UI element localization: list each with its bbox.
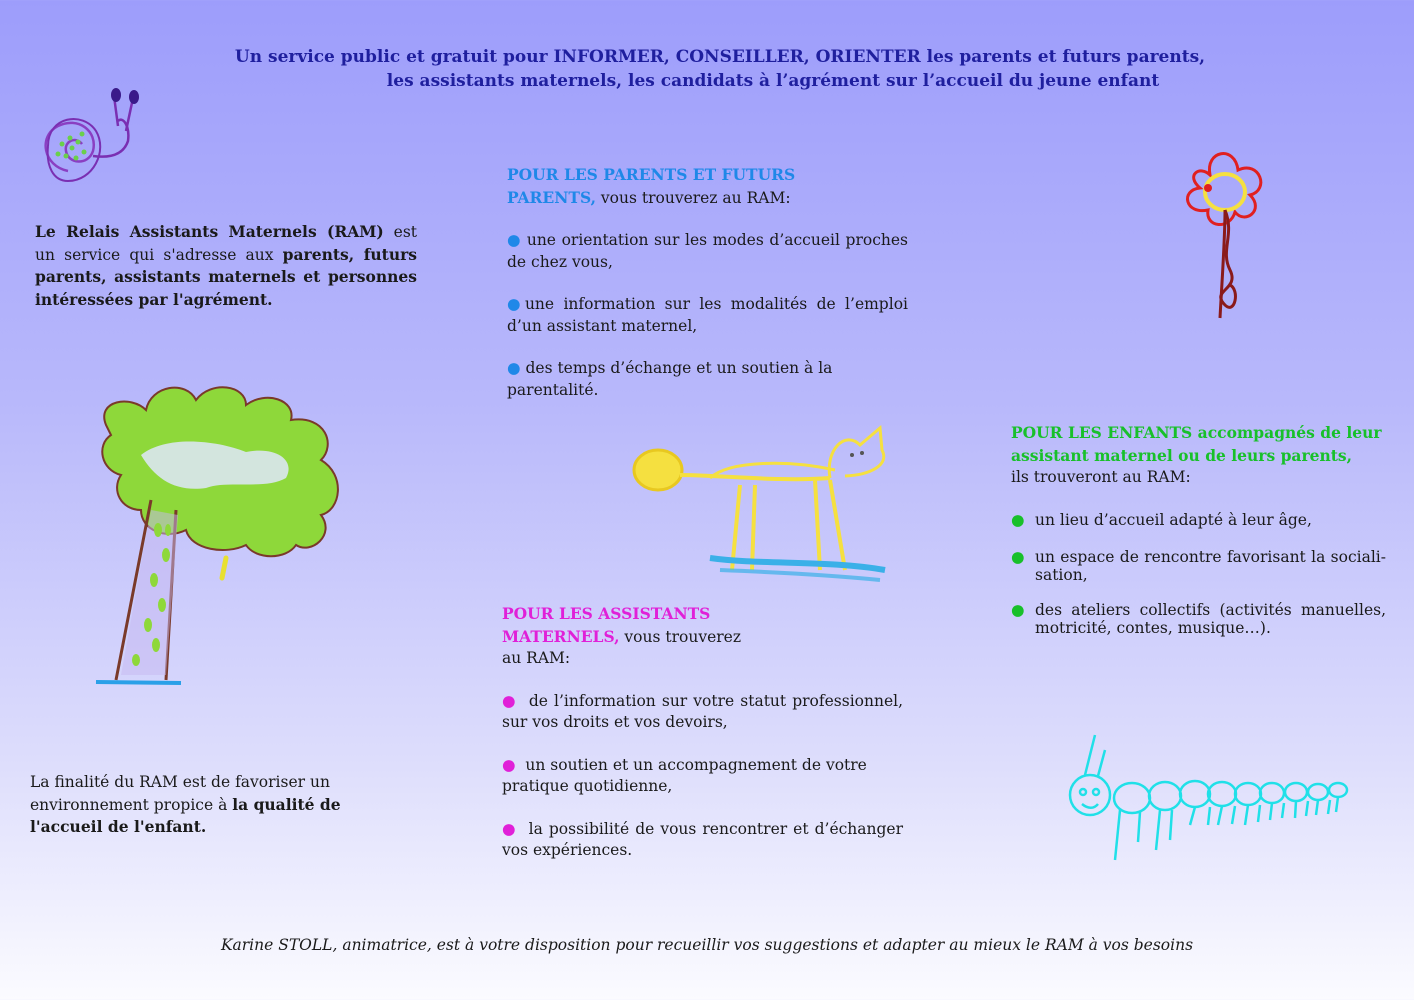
cat-drawing xyxy=(630,420,900,590)
parents-suffix: vous trouverez au RAM: xyxy=(596,188,791,207)
assistants-item-text: de l’information sur votre statut professionnel, sur vos droits et vos devoirs, xyxy=(502,691,904,731)
assistants-title-1: POUR LES ASSISTANTS xyxy=(502,604,711,623)
parents-item-text: une information sur les modalités de l’emploi d’un assistant maternel, xyxy=(507,295,908,335)
assistants-item-text: un soutien et un accompagnement de votre pratique quotidienne, xyxy=(502,755,867,795)
snail-drawing xyxy=(38,86,143,196)
caterpillar-drawing xyxy=(1060,730,1350,865)
intro-paragraph xyxy=(35,221,417,311)
intro-bold-audience: parents, futurs parents, assistants maternels et personnes intéressées par l'agrément. xyxy=(35,244,417,309)
enfants-item xyxy=(1011,510,1386,532)
parents-item xyxy=(507,230,908,273)
enfants-item-text: des ateliers collectifs (activités manuelles, motricité, contes, musique…). xyxy=(1035,601,1386,637)
assistants-item xyxy=(502,691,903,734)
footer-text: Karine STOLL, animatrice, est à votre disposition pour recueillir vos suggestions et adapter au mieux le RAM à vos besoins xyxy=(220,936,1194,954)
assistants-item xyxy=(502,755,903,798)
bullet-icon: ● xyxy=(507,295,525,313)
parents-item-text: des temps d’échange et un soutien à la parentalité. xyxy=(507,359,833,399)
tree-drawing xyxy=(96,380,346,690)
assistants-item-text: la possibilité de vous rencontrer et d’échanger vos expériences. xyxy=(502,819,904,859)
parents-item xyxy=(507,358,908,401)
finalite-bold: la qualité de l'accueil de l'enfant. xyxy=(30,794,341,836)
finalite-paragraph xyxy=(30,772,350,839)
assistants-suffix-2: au RAM: xyxy=(502,649,571,667)
enfants-section xyxy=(1011,422,1386,654)
parents-title-1: POUR LES PARENTS ET FUTURS xyxy=(507,165,796,184)
bullet-icon: ● xyxy=(502,819,517,838)
enfants-title: POUR LES ENFANTS accompagnés de leur assistant maternel ou de leurs parents, xyxy=(1011,423,1382,465)
assistants-title-2: MATERNELS, xyxy=(502,626,620,646)
intro-bold-ram: Le Relais Assistants Maternels (RAM) xyxy=(35,222,384,241)
parents-title-2: PARENTS, xyxy=(507,187,596,207)
enfants-item xyxy=(1011,601,1386,637)
assistants-item xyxy=(502,819,903,862)
assistants-suffix: vous trouverez xyxy=(619,627,741,646)
parents-section xyxy=(507,164,908,422)
bullet-icon: ● xyxy=(507,359,521,377)
intro-text: est un service qui s'adresse aux xyxy=(35,223,417,264)
parents-item xyxy=(507,294,908,337)
enfants-item-text: un espace de rencontre favorisant la sociali-sation, xyxy=(1035,548,1386,584)
enfants-suffix: ils trouveront au RAM: xyxy=(1011,468,1191,486)
enfants-item-text: un lieu d’accueil adapté à leur âge, xyxy=(1035,510,1312,529)
enfants-item xyxy=(1011,548,1386,584)
header-line-1: Un service public et gratuit pour INFORMER, CONSEILLER, ORIENTER les parents et futurs parents, xyxy=(234,47,1206,67)
bullet-icon: ● xyxy=(507,231,522,249)
bullet-icon: ● xyxy=(1011,601,1025,619)
bullet-icon: ● xyxy=(502,691,517,710)
header-line-2: les assistants maternels, les candidats à l’agrément sur l’accueil du jeune enfant xyxy=(386,71,1160,91)
flower-drawing xyxy=(1180,150,1270,325)
finalite-text: La finalité du RAM est de favoriser un environnement propice à xyxy=(30,773,330,814)
assistants-section xyxy=(502,603,903,883)
parents-item-text: une orientation sur les modes d’accueil proches de chez vous, xyxy=(507,231,908,271)
bullet-icon: ● xyxy=(502,755,516,774)
bullet-icon: ● xyxy=(1011,510,1025,529)
bullet-icon: ● xyxy=(1011,548,1025,566)
